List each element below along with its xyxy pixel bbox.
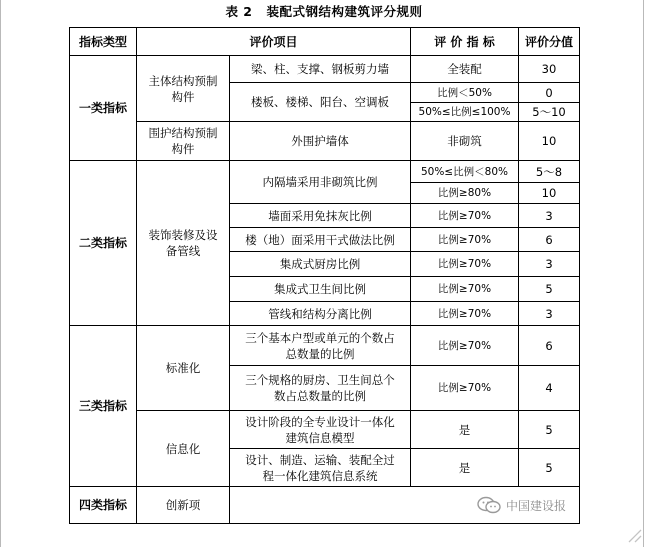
header-indicator: 评 价 指 标 [410,27,519,56]
item-floor-indicator-2: 50%≤比例≤100% [410,102,519,122]
frame-left [0,0,1,547]
item-dry-floor-score: 6 [518,227,580,252]
item-design-indicator: 是 [410,410,519,449]
item-dry-floor-indicator: 比例≥70% [410,227,519,252]
item-design-line2: 建筑信息模型 [285,430,355,445]
table-number: 表 2 [225,4,253,19]
item-bathroom-score: 5 [518,276,580,302]
item-wall: 外围护墙体 [229,121,411,161]
group-2-label: 二类指标 [69,160,137,326]
header-item: 评价项目 [136,27,411,56]
header-type: 指标类型 [69,27,137,56]
item-unit-score: 6 [518,325,580,366]
watermark-text: 中国建设报 [506,498,567,513]
item-floor-indicator-1: 比例＜50% [410,82,519,103]
sub-decoration-line2: 备管线 [165,244,201,258]
sub-decoration-line1: 装饰装修及设 [148,228,218,242]
item-spec [229,365,411,411]
item-partition: 内隔墙采用非砌筑比例 [229,160,411,204]
table-title: 装配式钢结构建筑评分规则 [266,4,423,19]
group-1-label: 一类指标 [69,55,137,161]
item-partition-indicator-2: 比例≥80% [410,182,519,204]
sub-informatization: 信息化 [136,410,230,487]
item-partition-score-1: 5～8 [518,160,580,183]
item-process-indicator: 是 [410,448,519,487]
item-wall-score: 10 [518,121,580,161]
item-plaster-score: 3 [518,203,580,228]
watermark [476,496,566,514]
item-process-line1: 设计、制造、运输、装配全过 [245,452,395,467]
item-floor-score-1: 0 [518,82,580,103]
item-kitchen-indicator: 比例≥70% [410,251,519,277]
item-design [229,410,411,449]
item-process-score: 5 [518,448,580,487]
group-4-label: 四类指标 [69,486,137,524]
table-caption [0,2,648,20]
item-partition-indicator-1: 50%≤比例＜80% [410,160,519,183]
item-design-line1: 设计阶段的全专业设计一体化 [245,414,395,429]
sub-envelope-line1: 围护结构预制 [148,126,218,140]
sub-main-structure-line1: 主体结构预制 [148,73,218,88]
header-score: 评价分值 [518,27,580,56]
item-spec-line1: 三个规格的厨房、卫生间总个 [245,373,395,387]
item-spec-score: 4 [518,365,580,411]
sub-main-structure [136,55,230,122]
sub-main-structure-line2: 构件 [171,89,195,104]
item-kitchen: 集成式厨房比例 [229,251,411,277]
item-wall-indicator: 非砌筑 [410,121,519,161]
sub-innovation: 创新项 [136,486,230,524]
item-beam-indicator: 全装配 [410,55,519,83]
item-dry-floor: 楼（地）面采用干式做法比例 [229,227,411,252]
item-beam-score: 30 [518,55,580,83]
item-unit-indicator: 比例≥70% [410,325,519,366]
item-unit-line2: 总数量的比例 [285,346,355,361]
item-bathroom: 集成式卫生间比例 [229,276,411,302]
item-plaster: 墙面采用免抹灰比例 [229,203,411,228]
item-pipe-indicator: 比例≥70% [410,301,519,326]
item-spec-line2: 数占总数量的比例 [274,389,366,403]
sub-standardization: 标准化 [136,325,230,411]
group-3-label: 三类指标 [69,325,137,487]
item-spec-indicator: 比例≥70% [410,365,519,411]
wechat-bubble-icon [476,496,502,514]
item-floor: 楼板、楼梯、阳台、空调板 [229,82,411,122]
sub-envelope [136,121,230,161]
item-process-line2: 程一体化建筑信息系统 [262,468,378,483]
item-pipe: 管线和结构分离比例 [229,301,411,326]
item-unit-line1: 三个基本户型或单元的个数占 [245,330,395,345]
sub-envelope-line2: 构件 [171,142,195,156]
item-unit [229,325,411,366]
item-beam: 梁、柱、支撑、钢板剪力墙 [229,55,411,83]
item-floor-score-2: 5～10 [518,102,580,122]
item-plaster-indicator: 比例≥70% [410,203,519,228]
item-partition-score-2: 10 [518,182,580,204]
item-pipe-score: 3 [518,301,580,326]
resize-corner-icon[interactable] [626,527,642,543]
sub-decoration [136,160,230,326]
item-kitchen-score: 3 [518,251,580,277]
item-design-score: 5 [518,410,580,449]
frame-right [643,0,644,547]
item-process [229,448,411,487]
item-bathroom-indicator: 比例≥70% [410,276,519,302]
